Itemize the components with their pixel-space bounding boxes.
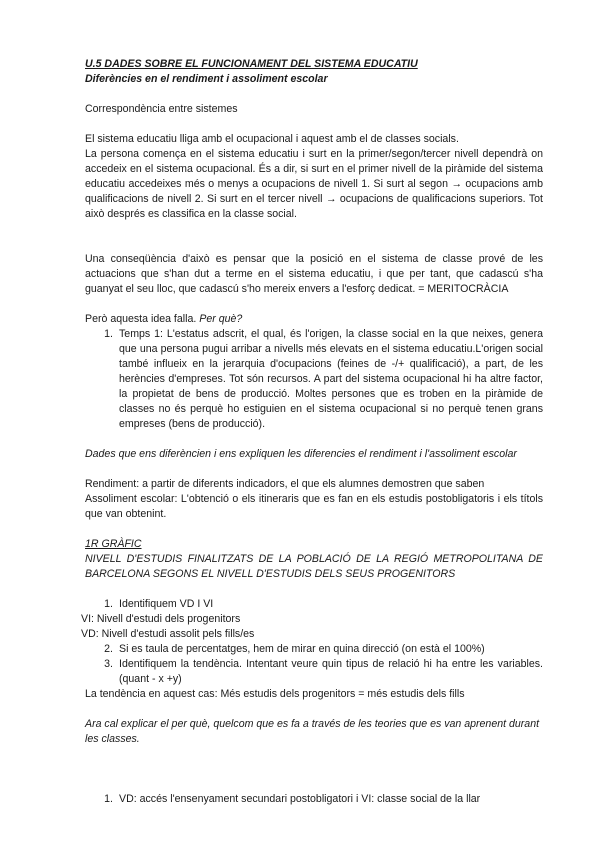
paragraph-performance: Rendiment: a partir de diferents indicadors, el que els alumnes demostren que saben — [85, 478, 485, 490]
list-item-text: Identifiquem la tendència. Intentant veure quin tipus de relació hi ha entre les variables. (quant - x +y) — [119, 658, 543, 685]
list-item-number: 1. — [104, 793, 113, 805]
chart-title: NIVELL D'ESTUDIS FINALITZATS DE LA POBLACIÓ DE LA REGIÓ METROPOLITANA DE BARCELONA SEGONS EL NIVELL D'ESTUDIS DELS SEUS PROGENITORS — [85, 553, 543, 580]
list-item-text: Temps 1: L'estatus adscrit, el qual, és l'origen, la classe social en la que neixes, genera que una persona pugui arribar a nivells més elevats en el sistema educatiu.L'origen social també influeix en la jerarquia d'ocupacions (feines de -/+ qualificació), a part, de les herències d'empreses. Tot són recursos. A part del sistema ocupacional hi ha altre factor, la propietat de bens de producció. Moltes persones que es troben en la piràmide de classes no és perquè ho estiguien en el sistema ocupacional si no perquè tenen grans empreses (bens de producció). — [119, 328, 543, 430]
list-item-number: 1. — [104, 598, 113, 610]
list-item-text: Identifiquem VD I VI — [119, 598, 214, 610]
list-item — [85, 327, 543, 432]
paragraph-achievement: Assoliment escolar: L'obtenció o els itineraris que es fan en els estudis postobligatoris i els títols que van obtenint. — [85, 493, 543, 520]
italic-explanation-note: Ara cal explicar el per què, quelcom que es fa a través de les teories que es van aprenent durant les classes. — [85, 718, 540, 745]
list-item-number: 2. — [104, 643, 113, 655]
list-item-number: 1. — [104, 328, 113, 340]
idea-fails-question: Per què? — [199, 313, 243, 325]
paragraph-idea-fails — [85, 312, 543, 327]
vi-definition: VI: Nivell d'estudi dels progenitors — [81, 613, 241, 625]
list-item — [85, 642, 543, 657]
list-item-number: 3. — [104, 658, 113, 670]
document-title: U.5 DADES SOBRE EL FUNCIONAMENT DEL SISTEMA EDUCATIU — [85, 58, 418, 70]
list-item — [85, 597, 543, 612]
section-heading-correspondence: Correspondència entre sistemes — [85, 103, 238, 115]
italic-heading-data: Dades que ens diferèncien i ens expliquen les diferencies el rendiment i l'assoliment escolar — [85, 448, 517, 460]
list-item — [85, 657, 543, 687]
chart-section-heading: 1R GRÀFIC — [85, 538, 142, 550]
paragraph-meritocracy: Una conseqüència d'això es pensar que la posició en el sistema de classe prové de les actuacions que s'han dut a terme en el sistema educatiu, i que per tant, que cadascú s'ha guanyat el seu lloc, que cadascú s'ho mereix envers a l'esforç dedicat. = MERITOCRÀCIA — [85, 253, 543, 295]
paragraph-system-link: El sistema educatiu lliga amb el ocupacional i aquest amb el de classes socials. — [85, 133, 459, 145]
list-item-text: Si es taula de percentatges, hem de mirar en quina direcció (on està el 100%) — [119, 643, 485, 655]
idea-fails-lead: Però aquesta idea falla. — [85, 313, 200, 325]
document-subtitle: Diferències en el rendiment i assoliment escolar — [85, 73, 328, 85]
list-item — [85, 792, 543, 807]
vd-definition: VD: Nivell d'estudi assolit pels fills/es — [81, 628, 255, 640]
paragraph-system-levels: La persona comença en el sistema educatiu i surt en la primer/segon/tercer nivell dependrà on accedeix en el sistema ocupacional. És a dir, si surt en el primer nivell de la piràmide del sistema educatiu accedeixes més o menys a ocupacions de nivell 1. Si surt al segon → ocupacions amb qualificacions de nivell 2. Si surt en el tercer nivell → ocupacions de qualificacions superiors. Tot això després es classifica en la classe social. — [85, 148, 543, 220]
tendency-statement: La tendència en aquest cas: Més estudis dels progenitors = més estudis dels fills — [85, 688, 465, 700]
reasons-list — [85, 327, 543, 432]
list-item-text: VD: accés l'ensenyament secundari postobligatori i VI: classe social de la llar — [119, 793, 481, 805]
